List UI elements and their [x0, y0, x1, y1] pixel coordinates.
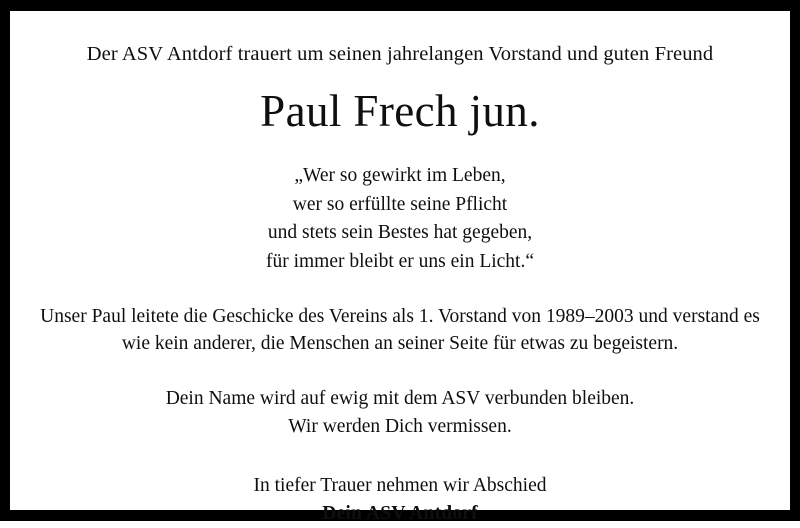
intro-line: Der ASV Antdorf trauert um seinen jahrelangen Vorstand und guten Freund	[86, 43, 714, 65]
closing-line: In tiefer Trauer nehmen wir Abschied	[253, 474, 547, 496]
verse-line-3: und stets sein Bestes hat gegeben,	[267, 222, 533, 244]
signature-line: Dein ASV Antdorf	[322, 502, 478, 524]
verse-line-4: für immer bleibt er uns ein Licht.“	[265, 251, 535, 273]
closing-block	[10, 472, 790, 528]
tribute-paragraph: Unser Paul leitete die Geschicke des Vereins als 1. Vorstand von 1989–2003 und verstand es wie kein anderer, die Menschen an seiner Seite für etwas zu begeistern.	[40, 305, 760, 355]
tribute-block	[10, 385, 790, 442]
deceased-name: Paul Frech jun.	[260, 85, 540, 136]
tribute-line-2: Wir werden Dich vermissen.	[288, 416, 512, 438]
tribute-line-1: Dein Name wird auf ewig mit dem ASV verbunden bleiben.	[165, 388, 635, 410]
verse-line-1: „Wer so gewirkt im Leben,	[294, 165, 506, 187]
verse-block	[10, 162, 790, 277]
verse-line-2: wer so erfüllte seine Pflicht	[292, 193, 508, 215]
